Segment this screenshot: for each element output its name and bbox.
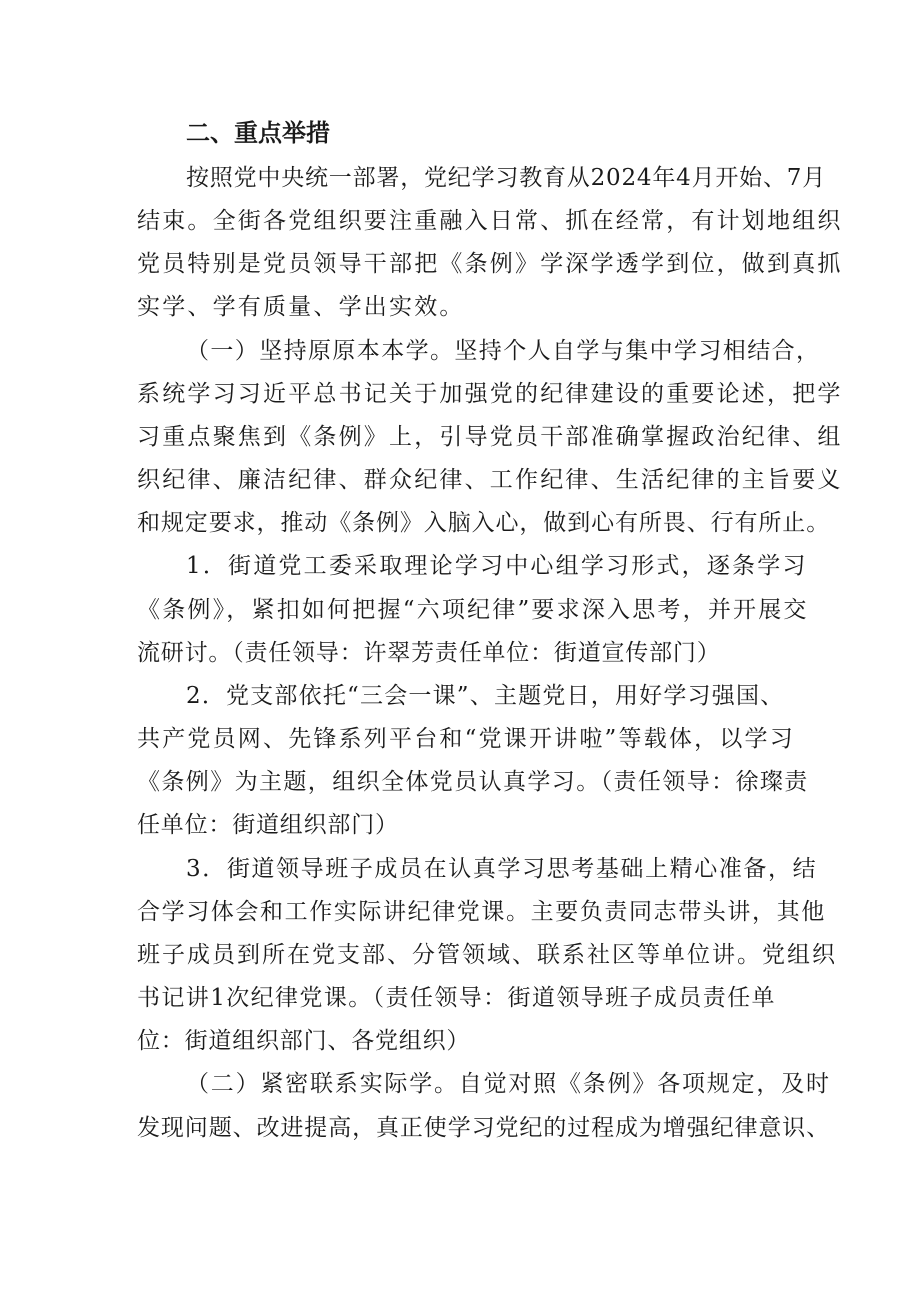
text-line: 党员特别是党员领导干部把《条例》学深学透学到位，做到真抓 — [137, 251, 843, 277]
text-line: 共产党员网、先锋系列平台和“党课开讲啦”等载体，以学习 — [137, 726, 795, 752]
text-line: 《条例》，紧扣如何把握“六项纪律”要求深入思考，并开展交 — [137, 597, 809, 623]
text-line: 流研讨。（责任领导：许翠芳责任单位：街道宣传部门） — [137, 640, 721, 666]
text-line: 班子成员到所在党支部、分管领域、联系社区等单位讲。党组织 — [137, 942, 837, 968]
text-line: （二）紧密联系实际学。自觉对照《条例》各项规定，及时 — [186, 1071, 831, 1097]
text-line: 1．街道党工委采取理论学习中心组学习形式，逐条学习 — [186, 553, 808, 579]
text-line: 发现问题、改进提高，真正使学习党纪的过程成为增强纪律意识、 — [137, 1115, 831, 1141]
text-line: 习重点聚焦到《条例》上，引导党员干部准确掌握政治纪律、组 — [137, 424, 843, 450]
text-line: 3．街道领导班子成员在认真学习思考基础上精心准备，结 — [186, 856, 818, 882]
text-line: 系统学习习近平总书记关于加强党的纪律建设的重要论述，把学 — [137, 381, 843, 407]
text-line: 书记讲1次纪律党课。（责任领导：街道领导班子成员责任单 — [137, 985, 776, 1011]
section-heading: 二、重点举措 — [186, 119, 330, 147]
text-line: 任单位：街道组织部门） — [137, 812, 399, 838]
text-line: 和规定要求，推动《条例》入脑入心，做到心有所畏、行有所止。 — [137, 510, 831, 536]
text-line: 合学习体会和工作实际讲纪律党课。主要负责同志带头讲，其他 — [137, 899, 826, 925]
text-line: 织纪律、廉洁纪律、群众纪律、工作纪律、生活纪律的主旨要义 — [137, 467, 843, 493]
text-line: 《条例》为主题，组织全体党员认真学习。（责任领导：徐璨责 — [137, 769, 809, 795]
text-line: （一）坚持原原本本学。坚持个人自学与集中学习相结合， — [186, 338, 821, 364]
text-line: 结束。全街各党组织要注重融入日常、抓在经常，有计划地组织 — [137, 208, 843, 234]
text-line: 实学、学有质量、学出实效。 — [137, 294, 465, 320]
text-line: 2．党支部依托“三会一课”、主题党日，用好学习强国、 — [186, 683, 785, 709]
text-line: 按照党中央统一部署，党纪学习教育从2024年4月开始、7月 — [186, 165, 826, 191]
text-line: 位：街道组织部门、各党组织） — [137, 1028, 471, 1054]
